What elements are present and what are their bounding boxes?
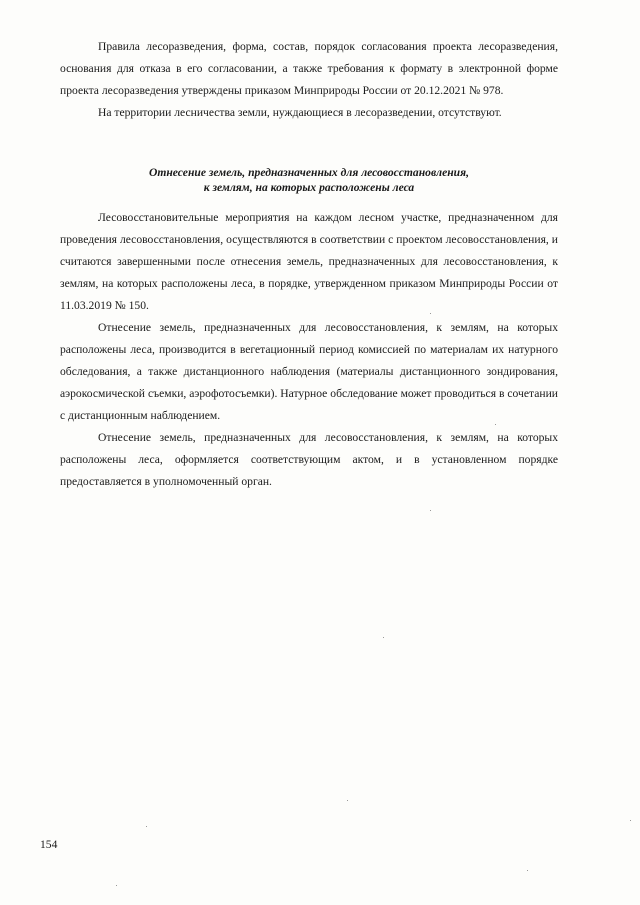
paragraph-classification-act: Отнесение земель, предназначенных для лесовосстановления, к землям, на которых расположены леса, оформляется соответствующим актом, и в установленном порядке предоставляется в уполномоченный орган. <box>60 431 558 488</box>
scan-speck <box>146 826 147 827</box>
section-text-block <box>60 207 558 493</box>
paragraph-classification-procedure: Отнесение земель, предназначенных для лесовосстановления, к землям, на которых расположены леса, производится в вегетационный период комиссией по материалам их натурного обследования, а также дистанционного наблюдения (материалы дистанционного зондирования, аэрокосмической съемки, аэрофотосъемки). Натурное обследование может проводиться в сочетании с дистанционным наблюдением. <box>60 321 558 422</box>
intro-text-block <box>60 36 558 124</box>
scan-speck <box>116 885 117 886</box>
section-heading-line-2: к землям, на которых расположены леса <box>203 181 415 194</box>
paragraph-no-afforestation-lands: На территории лесничества земли, нуждающиеся в лесоразведении, отсутствуют. <box>98 106 502 119</box>
page-number: 154 <box>40 838 58 851</box>
paragraph-reforestation-measures: Лесовосстановительные мероприятия на каждом лесном участке, предназначенном для проведения лесовосстановления, осуществляются в соответствии с проектом лесовосстановления, и считаются завершенными после отнесения земель, предназначенных для лесовосстановления, к землям, на которых расположены леса, в порядке, утвержденном приказом Минприроды России от 11.03.2019 № 150. <box>60 211 558 312</box>
scan-speck <box>347 800 348 801</box>
scan-speck <box>383 637 384 638</box>
scan-speck <box>430 510 431 511</box>
section-heading <box>60 165 558 195</box>
section-heading-line-1: Отнесение земель, предназначенных для лесовосстановления, <box>148 166 469 179</box>
scan-speck <box>527 870 528 871</box>
paragraph-afforestation-rules: Правила лесоразведения, форма, состав, порядок согласования проекта лесоразведения, основания для отказа в его согласовании, а также требования к формату в электронной форме проекта лесоразведения утверждены приказом Минприроды России от 20.12.2021 № 978. <box>60 40 558 97</box>
scan-speck <box>630 820 631 821</box>
